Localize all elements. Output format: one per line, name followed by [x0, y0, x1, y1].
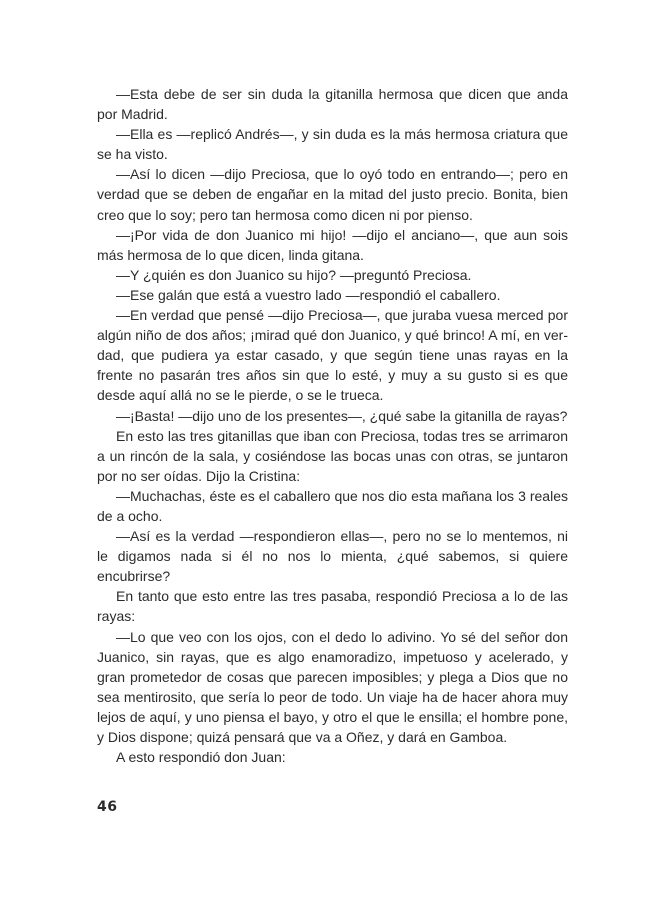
paragraph-11: —Así es la verdad —respondieron ellas—, pero no se lo mentemos, ni le digamos nada si él no nos lo mienta, ¿qué sabemos, si quiere encubrirse?: [97, 528, 568, 585]
paragraph-13: —Lo que veo con los ojos, con el dedo lo adivino. Yo sé del señor don Juanico, sin rayas, que es algo enamoradizo, impetuoso y acelerado, y gran prometedor de cosas que parecen imposibles; y plega a Dios que no sea mentirosito, que sería lo peor de todo. Un viaje ha de hacer ahora muy lejos de aquí, y uno piensa el bayo, y otro el que le ensilla; el hombre pone, y Dios dispone; quizá pensará que va a Oñez, y dará en Gamboa.: [97, 628, 568, 745]
paragraph-9: En esto las tres gitanillas que iban con Preciosa, todas tres se arrimaron a un rincón de la sala, y cosiéndose las bocas unas con otras, se juntaron por no ser oídas. Dijo la Cristina:: [97, 427, 568, 484]
paragraph-4: —¡Por vida de don Juanico mi hijo! —dijo el anciano—, que aun sois más hermosa de lo que dicen, linda gitana.: [97, 226, 568, 263]
paragraph-7: —En verdad que pensé —dijo Preciosa—, que juraba vuesa merced por algún niño de dos años; ¡mirad qué don Juanico, y qué brinco! A mí, en verdad, que pudiera ya estar casado, y que según tiene unas rayas en la frente no pasarán tres años sin que lo esté, y muy a su gusto si es que desde aquí allá no se le pierde, o se le trueca.: [97, 307, 568, 404]
paragraph-3: —Así lo dicen —dijo Preciosa, que lo oyó todo en entrando—; pero en verdad que se deben de engañar en la mitad del justo precio. Bonita, bien creo que lo soy; pero tan hermosa como dicen ni por pienso.: [97, 166, 568, 223]
paragraph-1: —Esta debe de ser sin duda la gitanilla hermosa que dicen que anda por Madrid.: [97, 86, 568, 123]
paragraph-10: —Muchachas, éste es el caballero que nos dio esta mañana los 3 reales de a ocho.: [97, 487, 568, 524]
page-number: 46: [97, 799, 118, 815]
paragraph-6: —Ese galán que está a vuestro lado —respondió el caballero.: [116, 286, 501, 303]
paragraph-5: —Y ¿quién es don Juanico su hijo? —preguntó Preciosa.: [116, 266, 472, 283]
body-text: [97, 84, 568, 767]
paragraph-2: —Ella es —replicó Andrés—, y sin duda es la más hermosa criatura que se ha visto.: [97, 126, 568, 163]
paragraph-8: —¡Basta! —dijo uno de los presentes—, ¿qué sabe la gitanilla de rayas?: [116, 407, 568, 424]
paragraph-14: A esto respondió don Juan:: [116, 749, 286, 766]
paragraph-12: En tanto que esto entre las tres pasaba, respondió Preciosa a lo de las rayas:: [97, 588, 568, 625]
